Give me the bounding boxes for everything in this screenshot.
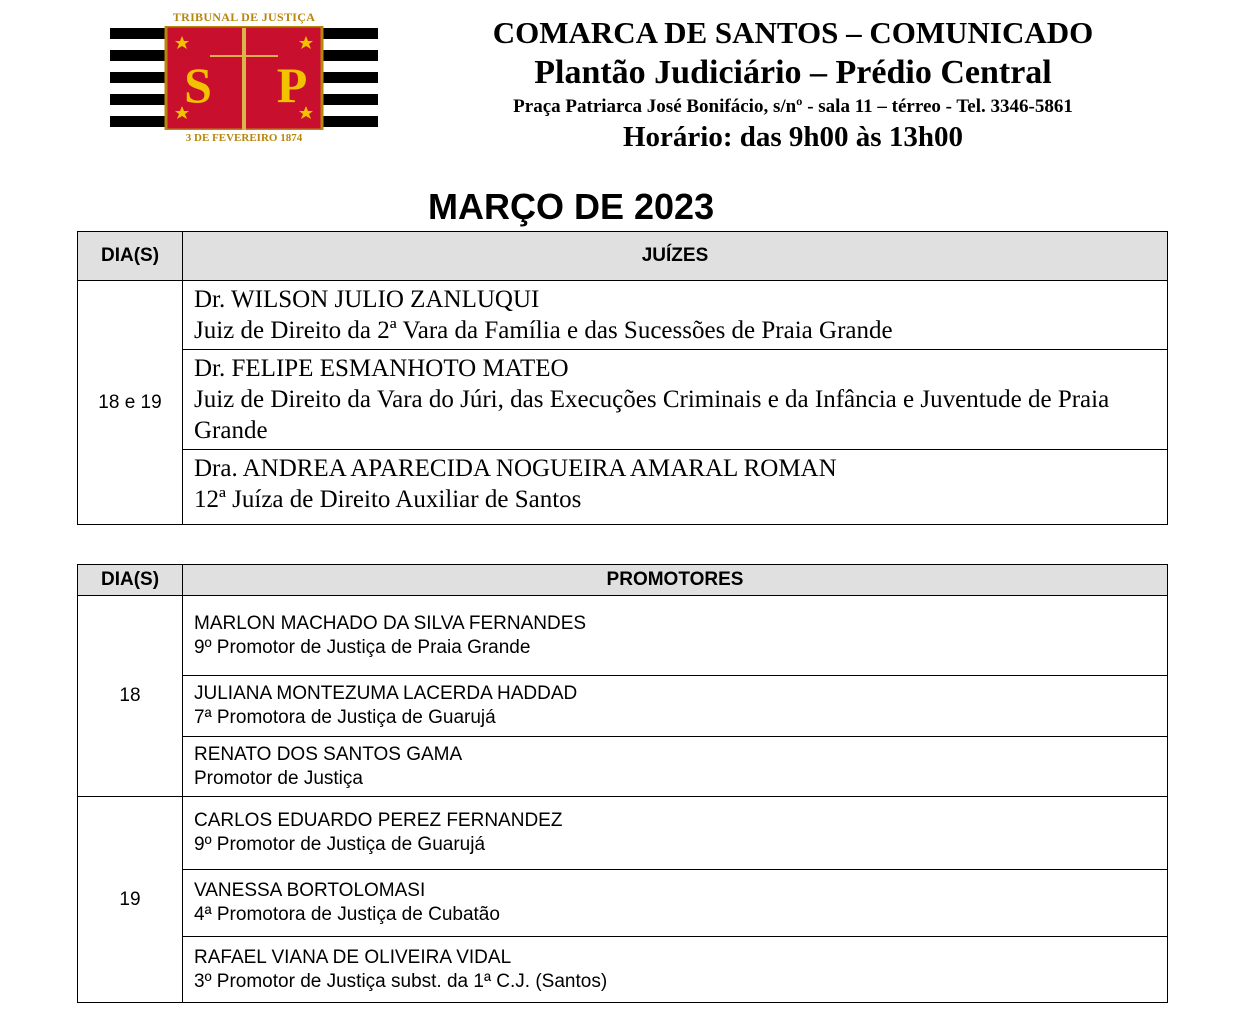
table-row (78, 676, 1168, 737)
table-header-row (78, 232, 1168, 281)
person-name: RAFAEL VIANA DE OLIVEIRA VIDAL (194, 946, 512, 968)
person-cell (183, 937, 1168, 1003)
person-name: JULIANA MONTEZUMA LACERDA HADDAD (194, 683, 578, 704)
person-role: 9º Promotor de Justiça de Praia Grande (194, 636, 531, 658)
table-row (78, 450, 1168, 525)
person-name: Dr. WILSON JULIO ZANLUQUI (194, 286, 540, 313)
person-role: 4ª Promotora de Justiça de Cubatão (194, 904, 500, 925)
header-comarca: COMARCA DE SANTOS – COMUNICADO (492, 15, 1094, 50)
table-row (78, 596, 1168, 676)
person-role: Juiz de Direito da Vara do Júri, das Execuções Criminais e da Infância e Juventude de Praia Grande (194, 386, 1110, 444)
person-cell (183, 737, 1168, 797)
day-cell: 19 (78, 797, 183, 1003)
column-header-day: DIA(S) (78, 232, 183, 281)
table-row (78, 737, 1168, 797)
person-role: 12ª Juíza de Direito Auxiliar de Santos (194, 486, 582, 513)
tribunal-logo (110, 6, 378, 148)
logo-letter-s: S (184, 57, 212, 113)
person-cell (183, 870, 1168, 937)
person-cell (183, 450, 1168, 525)
person-role: 3º Promotor de Justiça subst. da 1ª C.J. (Santos) (194, 970, 608, 992)
person-cell (183, 281, 1168, 350)
person-name: MARLON MACHADO DA SILVA FERNANDES (194, 612, 587, 634)
column-header-prosecutors: PROMOTORES (183, 565, 1168, 596)
table-row (78, 281, 1168, 350)
table-row (78, 937, 1168, 1003)
person-name: Dr. FELIPE ESMANHOTO MATEO (194, 355, 569, 382)
day-cell: 18 (78, 596, 183, 797)
logo-letter-p: P (276, 57, 308, 113)
person-cell (183, 676, 1168, 737)
logo-top-text: TRIBUNAL DE JUSTIÇA (172, 10, 316, 24)
person-role: 9º Promotor de Justiça de Guarujá (194, 834, 486, 855)
column-header-judges: JUÍZES (183, 232, 1168, 281)
prosecutors-table (77, 564, 1168, 1003)
person-role: 7ª Promotora de Justiça de Guarujá (194, 707, 496, 728)
person-name: VANESSA BORTOLOMASI (194, 880, 426, 901)
table-row (78, 797, 1168, 870)
judges-table (77, 231, 1168, 525)
header-hours: Horário: das 9h00 às 13h00 (623, 121, 963, 153)
person-cell (183, 797, 1168, 870)
person-name: RENATO DOS SANTOS GAMA (194, 743, 463, 765)
column-header-day: DIA(S) (78, 565, 183, 596)
person-role: Juiz de Direito da 2ª Vara da Família e das Sucessões de Praia Grande (194, 317, 893, 344)
table-row (78, 870, 1168, 937)
day-cell: 18 e 19 (78, 281, 183, 525)
sao-paulo-flag-emblem (110, 26, 378, 130)
logo-bottom-text: 3 DE FEVEREIRO 1874 (185, 132, 303, 144)
person-cell (183, 350, 1168, 450)
header-address: Praça Patriarca José Bonifácio, s/nº - sala 11 – térreo - Tel. 3346-5861 (513, 96, 1073, 117)
person-cell (183, 596, 1168, 676)
person-role: Promotor de Justiça (194, 767, 363, 789)
person-name: CARLOS EDUARDO PEREZ FERNANDEZ (194, 810, 563, 831)
month-title: MARÇO DE 2023 (428, 186, 715, 227)
header-plantao: Plantão Judiciário – Prédio Central (534, 54, 1052, 91)
table-header-row (78, 565, 1168, 596)
person-name: Dra. ANDREA APARECIDA NOGUEIRA AMARAL ROMAN (194, 455, 837, 482)
table-row (78, 350, 1168, 450)
